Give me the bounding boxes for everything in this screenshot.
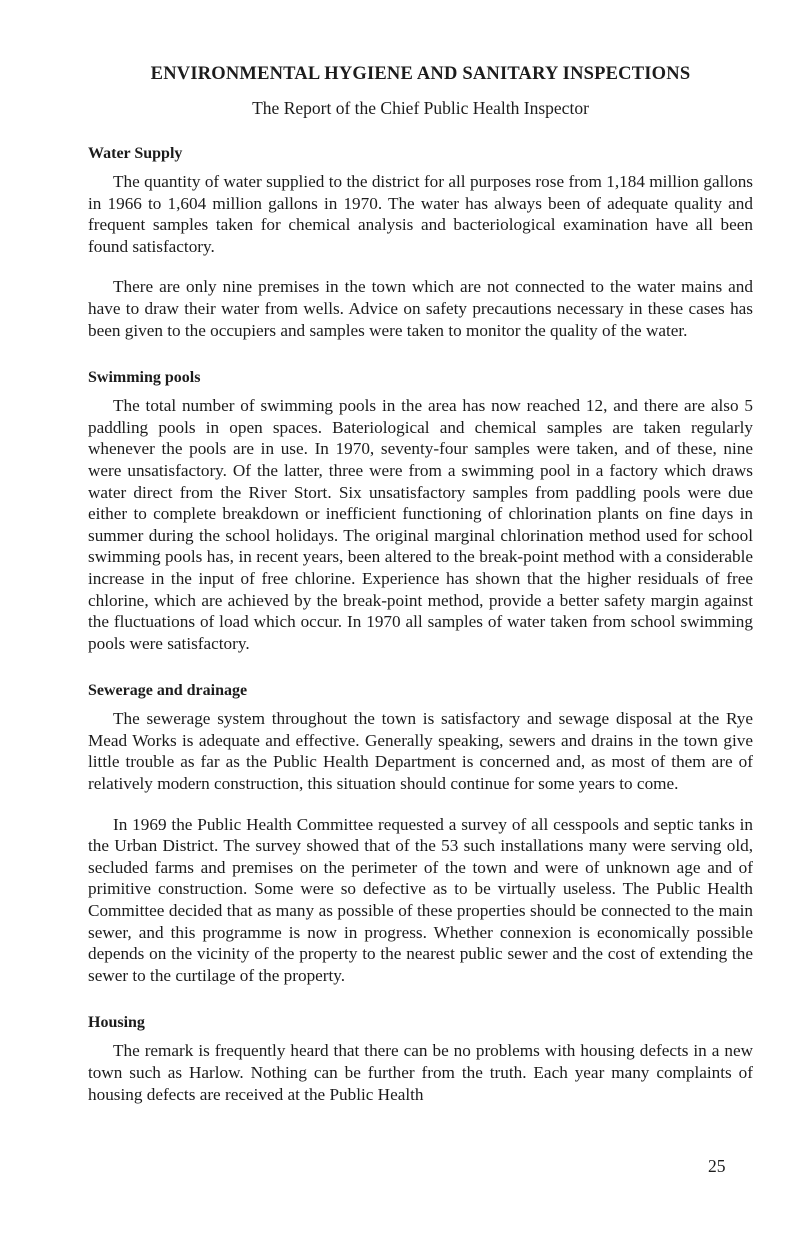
section-swimming-pools xyxy=(88,367,753,654)
section-water-supply xyxy=(88,143,753,341)
paragraph: In 1969 the Public Health Committee requested a survey of all cesspools and septic tanks in the Urban District. The survey showed that of the 53 such installations many were serving old, secluded farms and premises on the perimeter of the town and were of unknown age and of primitive construction. Some were so defective as to be virtually useless. The Public Health Committee decided that as many as possible of these properties should be connected to the main sewer, and this programme is now in progress. Whether connexion is economically possible depends on the vicinity of the property to the nearest public sewer and the cost of extending the sewer to the curtilage of the property. xyxy=(88,814,753,985)
section-heading-water-supply: Water Supply xyxy=(88,145,183,162)
section-heading-swimming-pools: Swimming pools xyxy=(88,369,201,387)
paragraph: The remark is frequently heard that there can be no problems with housing defects in a new town such as Harlow. Nothing can be further from the truth. Each year many complaints of housing defects are received at the Public Health xyxy=(88,1041,753,1104)
document-page xyxy=(88,62,753,1105)
section-housing xyxy=(88,1012,753,1105)
paragraph: There are only nine premises in the town which are not connected to the water mains and have to draw their water from wells. Advice on safety precautions necessary in these cases has been given to the occupiers and samples were taken to monitor the quality of the water. xyxy=(88,277,753,340)
section-sewerage-drainage xyxy=(88,680,753,986)
paragraph: The quantity of water supplied to the district for all purposes rose from 1,184 million gallons in 1966 to 1,604 million gallons in 1970. The water has always been of adequate quality and frequent samples taken for chemical analysis and bacteriological examination have all been found satisfactory. xyxy=(88,172,753,256)
section-heading-housing: Housing xyxy=(88,1014,145,1032)
page-number: 25 xyxy=(708,1156,726,1176)
document-title: ENVIRONMENTAL HYGIENE AND SANITARY INSPECTIONS xyxy=(150,64,691,84)
document-subtitle: The Report of the Chief Public Health Inspector xyxy=(252,98,589,118)
section-heading-sewerage-drainage: Sewerage and drainage xyxy=(88,682,248,700)
paragraph: The sewerage system throughout the town is satisfactory and sewage disposal at the Rye Mead Works is adequate and effective. Generally speaking, sewers and drains in the town give little trouble as far as the Public Health Department is concerned and, as most of them are of relatively modern construction, this situation should continue for some years to come. xyxy=(88,709,753,794)
paragraph: The total number of swimming pools in the area has now reached 12, and there are also 5 paddling pools in open spaces. Bateriological and chemical samples are taken regularly whenever the pools are in use. In 1970, seventy-four samples were taken, and of these, nine were unsatisfactory. Of the latter, three were from a swimming pool in a factory which draws water direct from the River Stort. Six unsatisfactory samples from paddling pools were due either to complete breakdown or inefficient functioning of chlorination plants on fine days in summer during the school holidays. The original marginal chlorination method used for school swimming pools has, in recent years, been altered to the break-point method with a considerable increase in the input of free chlorine. Experience has shown that the higher residuals of free chlorine, which are achieved by the break-point method, provide a better safety margin against the fluctuations of load which occur. In 1970 all samples of water taken from school swimming pools were satisfactory. xyxy=(88,396,753,653)
